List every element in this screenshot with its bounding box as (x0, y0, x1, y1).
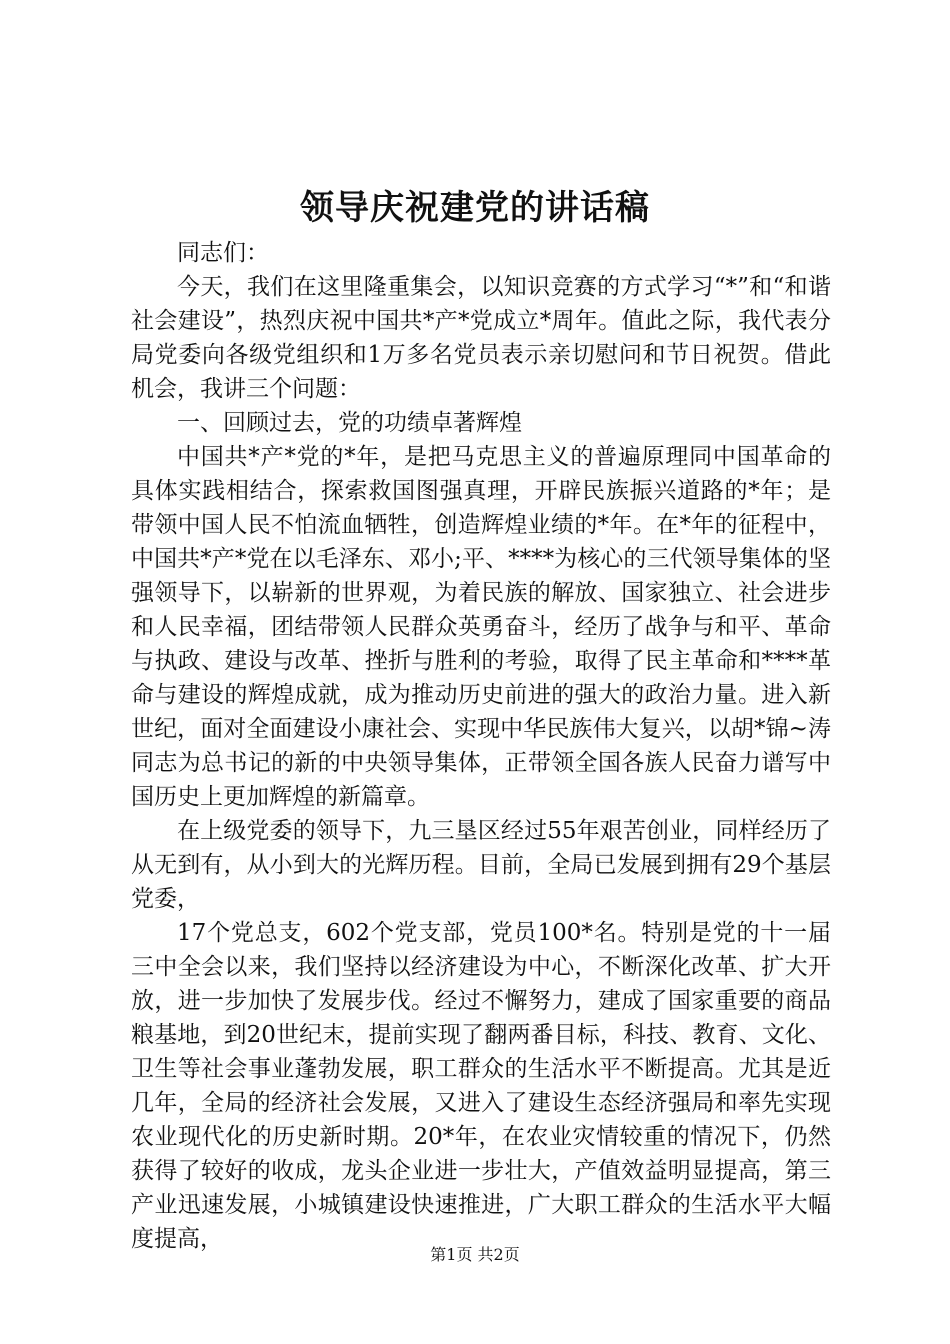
section-heading-1: 一、回顾过去，党的功绩卓著辉煌 (177, 410, 522, 436)
opening-paragraph: 今天，我们在这里隆重集会，以知识竞赛的方式学习“*”和“和谐社会建设”，热烈庆祝中国共*产*党成立*周年。值此之际，我代表分局党委向各级党组织和1万多名党员表示亲切慰问和节日祝贺。借此机会，我讲三个问题： (131, 274, 831, 402)
achievements-paragraph: 17个党总支，602个党支部，党员100*名。特别是党的十一届三中全会以来，我们坚持以经济建设为中心，不断深化改革、扩大开放，进一步加快了发展步伐。经过不懈努力，建成了国家重要的商品粮基地，到20世纪末，提前实现了翻两番目标，科技、教育、文化、卫生等社会事业蓬勃发展，职工群众的生活水平不断提高。尤其是近几年，全局的经济社会发展，又进入了建设生态经济强局和率先实现农业现代化的历史新时期。20*年，在农业灾情较重的情况下，仍然获得了较好的收成，龙头企业进一步壮大，产值效益明显提高，第三产业迅速发展，小城镇建设快速推进，广大职工群众的生活水平大幅度提高， (131, 920, 831, 1252)
document-title: 领导庆祝建党的讲话稿 (300, 188, 650, 228)
salutation-paragraph: 同志们： (177, 240, 269, 266)
history-paragraph: 中国共*产*党的*年，是把马克思主义的普遍原理同中国革命的具体实践相结合，探索救国图强真理，开辟民族振兴道路的*年；是带领中国人民不怕流血牺牲，创造辉煌业绩的*年。在*年的征程中，中国共*产*党在以毛泽东、邓小;平、****为核心的三代领导集体的坚强领导下，以崭新的世界观，为着民族的解放、国家独立、社会进步和人民幸福，团结带领人民群众英勇奋斗，经历了战争与和平、革命与执政、建设与改革、挫折与胜利的考验，取得了民主革命和****革命与建设的辉煌成就，成为推动历史前进的强大的政治力量。进入新世纪，面对全面建设小康社会、实现中华民族伟大复兴，以胡*锦~涛同志为总书记的新的中央领导集体，正带领全国各族人民奋力谱写中国历史上更加辉煌的新篇章。 (131, 444, 831, 810)
page-number-footer: 第1页 共2页 (430, 1245, 520, 1264)
document-body (131, 236, 831, 1256)
local-history-paragraph: 在上级党委的领导下，九三垦区经过55年艰苦创业，同样经历了从无到有，从小到大的光辉历程。目前，全局已发展到拥有29个基层党委， (131, 818, 831, 912)
